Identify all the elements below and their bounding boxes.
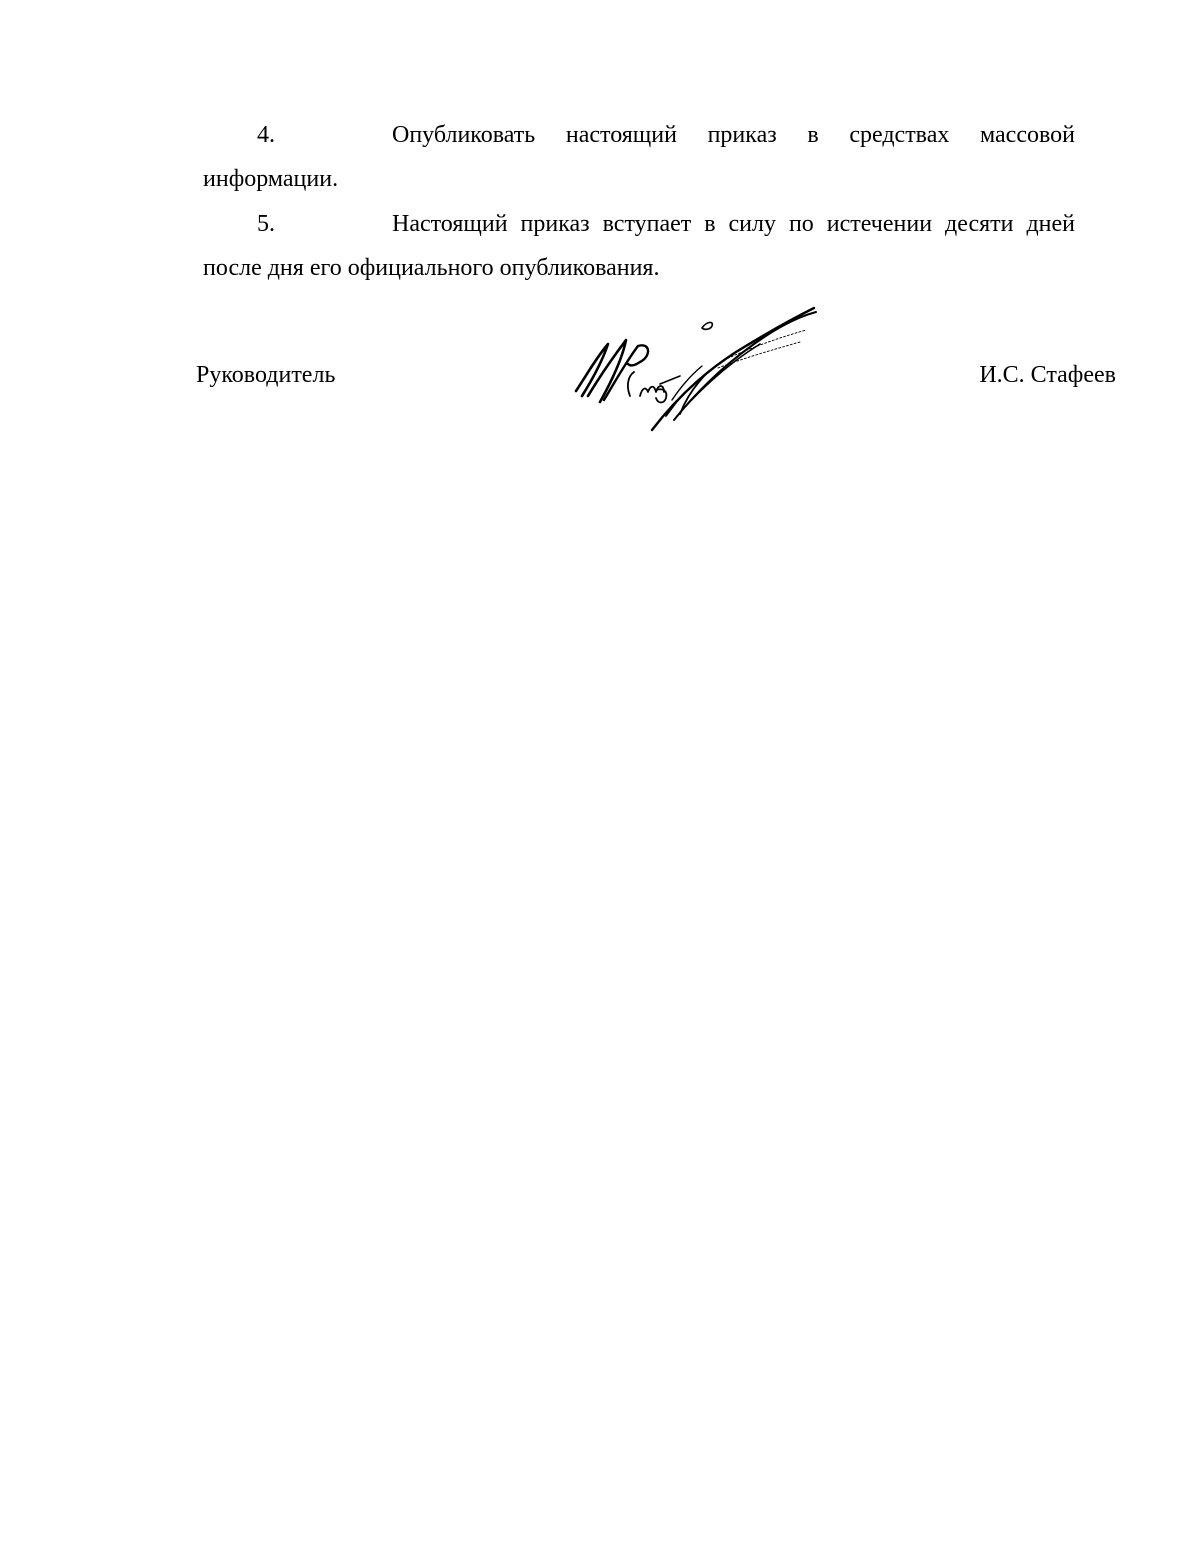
handwritten-signature [568,296,820,436]
item-number: 4. [257,122,275,148]
item-text: Настоящий приказ вступает в силу по истечении десяти дней после дня его официального опубликования. [203,211,1075,281]
paragraph-item-4 [203,113,1075,201]
item-number: 5. [257,211,275,237]
signer-position: Руководитель [196,362,336,388]
item-text: Опубликовать настоящий приказ в средствах массовой информации. [203,122,1075,192]
signer-name: И.С. Стафеев [979,362,1116,388]
paragraph-item-5 [203,202,1075,290]
